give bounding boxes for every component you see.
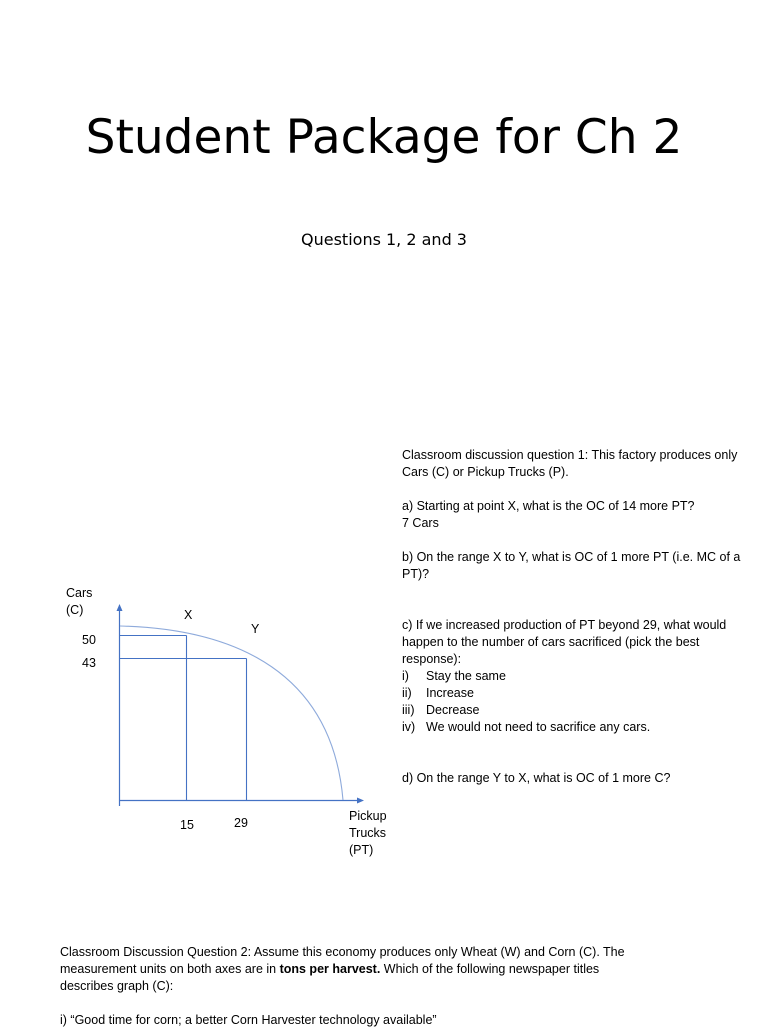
page-subtitle: Questions 1, 2 and 3	[301, 230, 467, 249]
question1-a-answer: 7 Cars	[402, 516, 439, 530]
option-number: ii)	[402, 686, 412, 700]
ppf-curve	[120, 626, 343, 800]
question1-a: a) Starting at point X, what is the OC of 14 more PT?	[402, 499, 695, 513]
question1-c-option	[402, 702, 742, 719]
point-x-label: X	[184, 608, 193, 622]
option-text: Stay the same	[426, 669, 506, 683]
x-tick-29: 29	[234, 816, 248, 830]
x-tick-15: 15	[180, 818, 194, 832]
option-number: iv)	[402, 720, 416, 734]
question2-text	[60, 944, 640, 995]
question1-c-option	[402, 668, 742, 685]
y-tick-43: 43	[82, 656, 96, 670]
option-text: We would not need to sacrifice any cars.	[426, 720, 651, 734]
y-tick-50: 50	[82, 633, 96, 647]
point-y-label: Y	[251, 622, 260, 636]
question2-block	[60, 944, 640, 1029]
ppf-graph	[0, 580, 400, 870]
question1-c-option	[402, 719, 742, 736]
question1-b: b) On the range X to Y, what is OC of 1 more PT (i.e. MC of a PT)?	[402, 550, 741, 581]
y-axis-label-c: (C)	[66, 603, 84, 617]
x-axis-label-pt: (PT)	[349, 843, 374, 857]
option-number: iii)	[402, 703, 415, 717]
x-axis-label-pickup: Pickup	[349, 809, 387, 823]
x-axis-arrow	[357, 798, 364, 804]
question2-bold-units: tons per harvest.	[279, 962, 381, 976]
y-axis-arrow	[117, 604, 123, 611]
question2-text-start: Classroom Discussion Question 2: Assume this economy produces only Wheat (W) and Corn (C). The measurement units on both axes are in	[60, 945, 625, 976]
question1-intro: Classroom discussion question 1: This factory produces only Cars (C) or Pickup Trucks (P).	[402, 448, 738, 479]
question1-block	[402, 447, 742, 787]
option-text: Increase	[426, 686, 474, 700]
option-number: i)	[402, 669, 409, 683]
option-text: Decrease	[426, 703, 480, 717]
question1-d: d) On the range Y to X, what is OC of 1 more C?	[402, 771, 671, 785]
question2-option-i: i) “Good time for corn; a better Corn Harvester technology available”	[60, 1013, 437, 1027]
question1-c: c) If we increased production of PT beyond 29, what would happen to the number of cars sacrificed (pick the best response):	[402, 618, 727, 666]
x-axis-label-trucks: Trucks	[349, 826, 387, 840]
y-axis-label-cars: Cars	[66, 586, 93, 600]
page-title: Student Package for Ch 2	[85, 110, 683, 165]
question2-text-end: Which of the following newspaper titles describes graph (C):	[60, 962, 600, 993]
question1-c-option	[402, 685, 742, 702]
